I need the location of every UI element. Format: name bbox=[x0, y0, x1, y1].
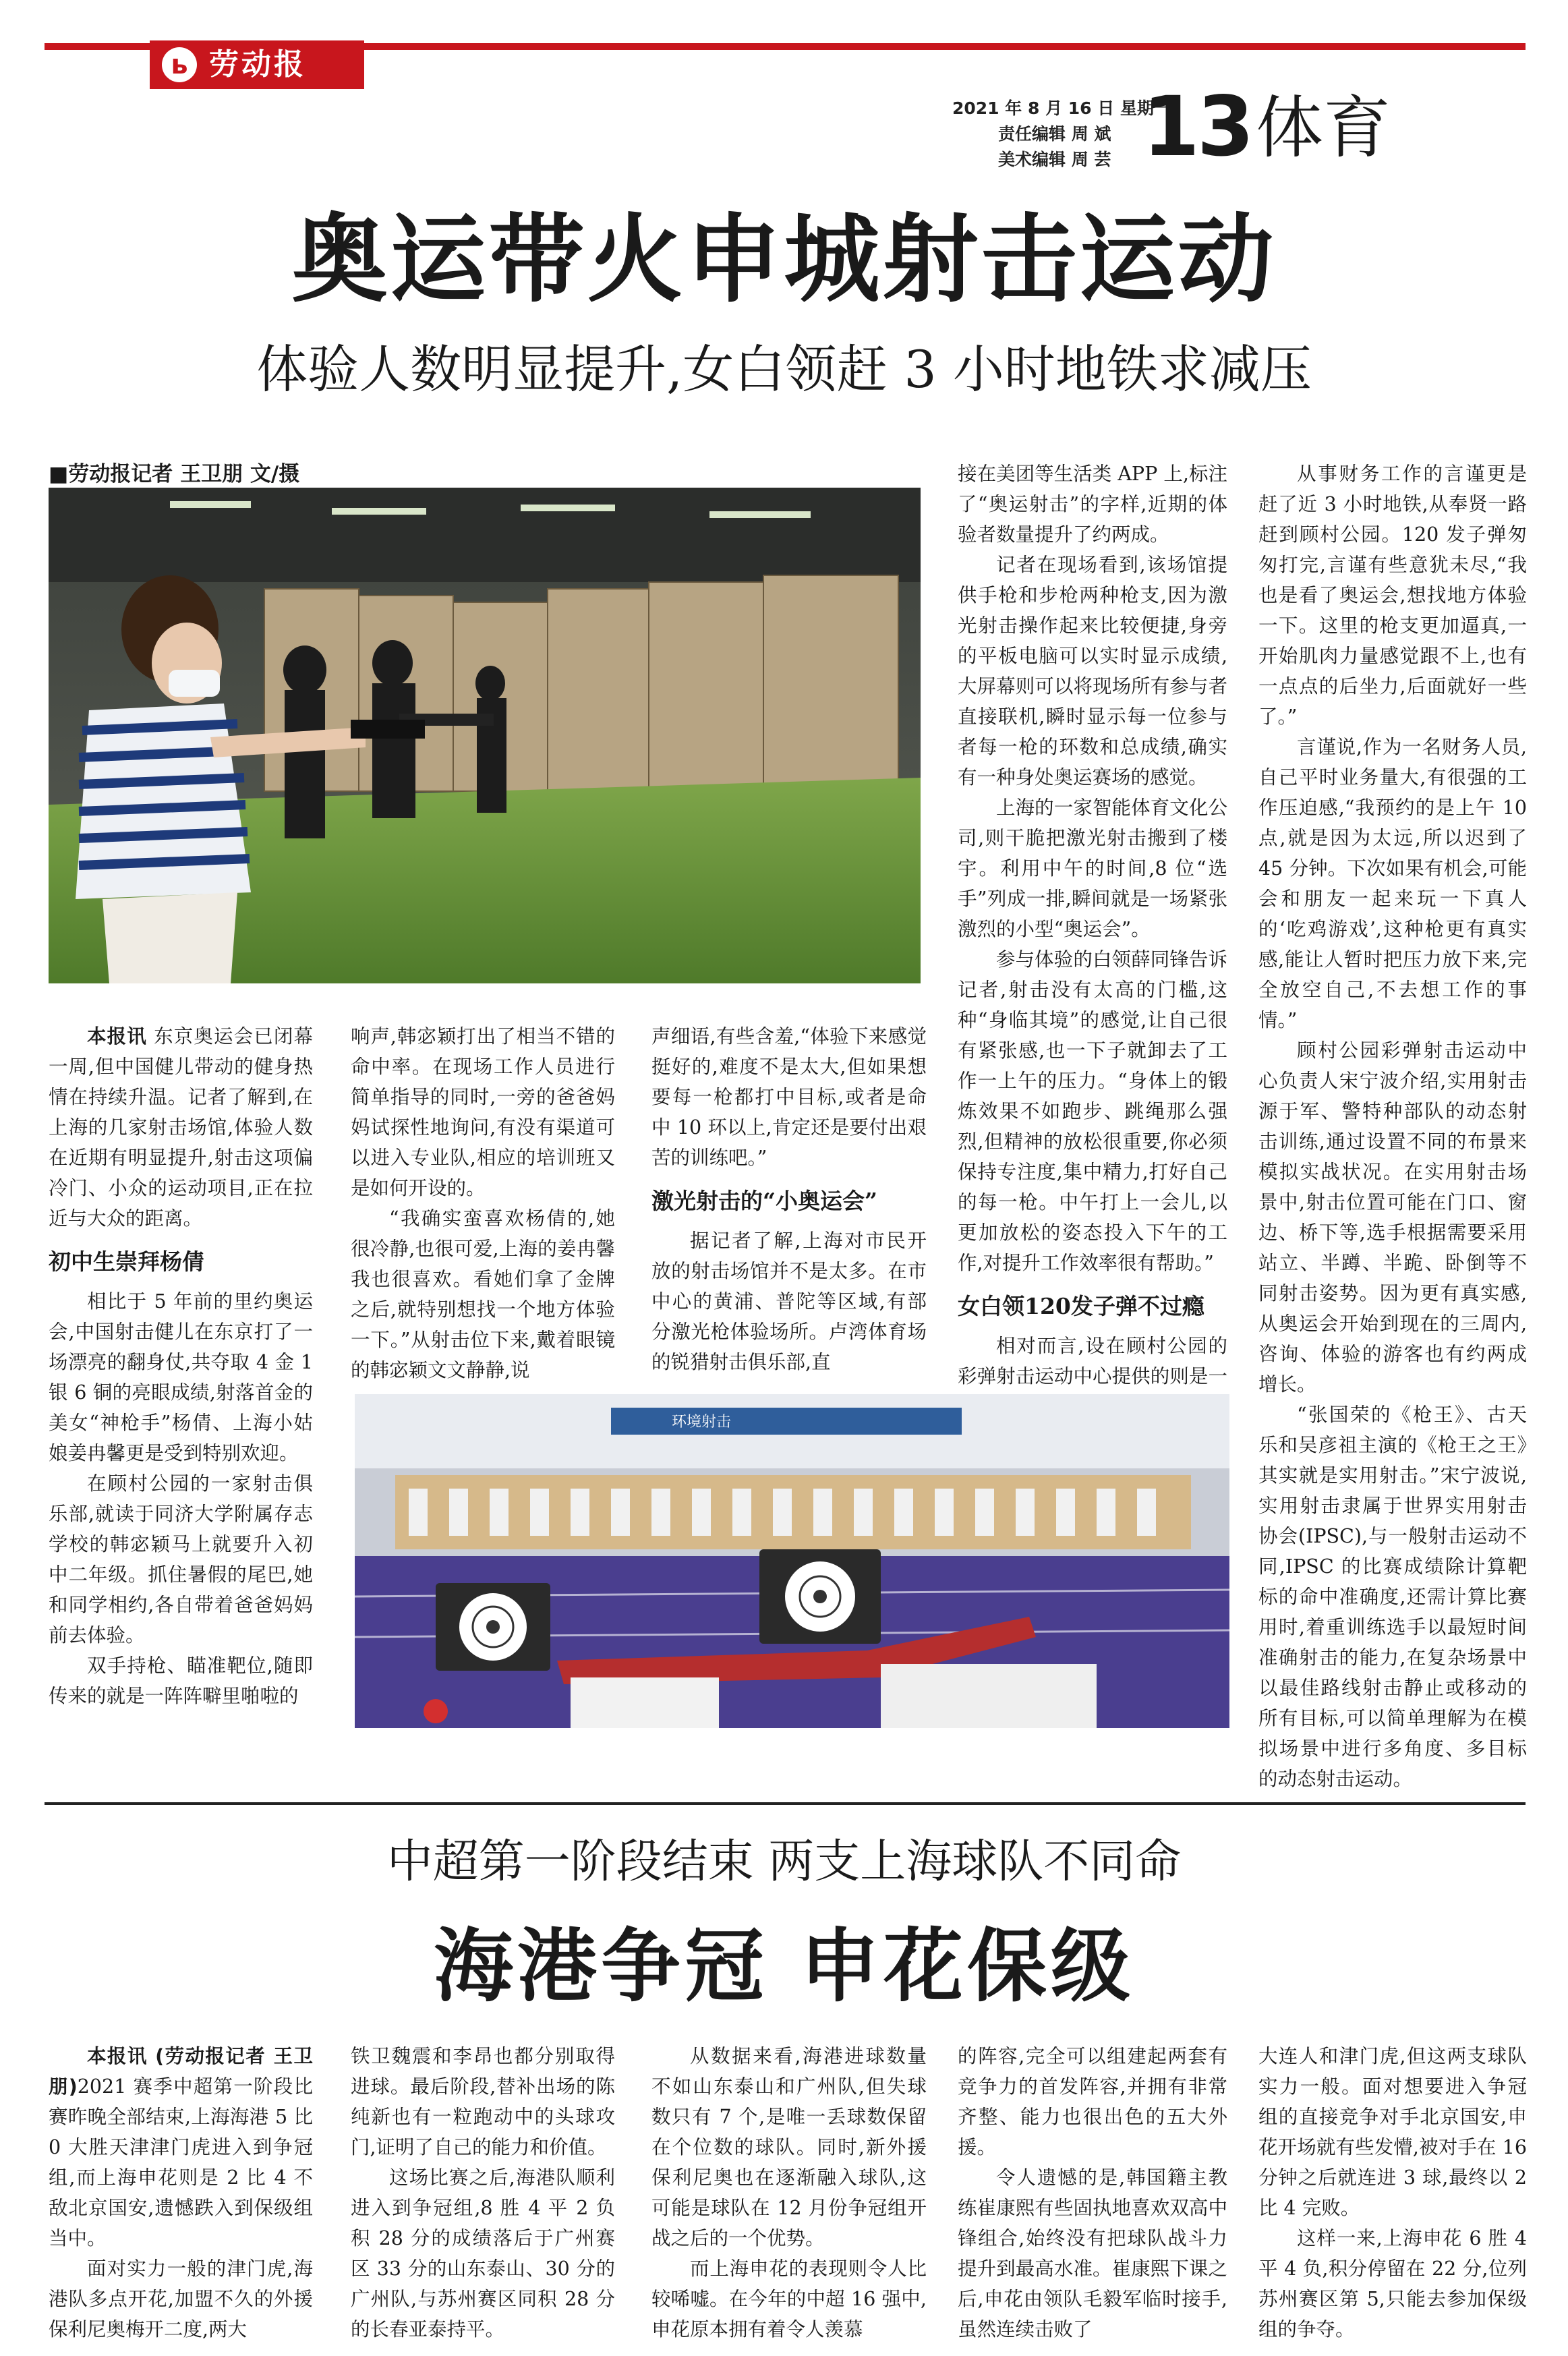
subheading: 初中生崇拜杨倩 bbox=[49, 1248, 204, 1275]
article1-column-2 bbox=[351, 1021, 615, 1385]
paragraph: 顾村公园彩弹射击运动中心负责人宋宁波介绍,实用射击源于军、警特种部队的动态射击训练,通过设置不同的布景来模拟实战状况。在实用射击场景中,射击位置可能在门口、窗边、桥下等,选手根据需要采用站立、半蹲、半跪、卧倒等不同射击姿势。因为更有真实感,从奥运会开始到现在的三周内,咨询、体验的游客也有约两成增长。 bbox=[1258, 1039, 1527, 1396]
article2-column-1 bbox=[49, 2041, 313, 2345]
paragraph: 相对而言,设在顾村公园的彩弹射击运动中心提供的则是一 bbox=[958, 1335, 1227, 1387]
paragraph: 铁卫魏震和李昂也都分别取得进球。最后阶段,替补出场的陈纯新也有一粒跑动中的头球攻门,证明了自己的能力和价值。 bbox=[351, 2045, 615, 2158]
section-title: 体育 bbox=[1256, 88, 1391, 167]
paragraph: 响声,韩宓颖打出了相当不错的命中率。在现场工作人员进行简单指导的同时,一旁的爸爸妈妈试探性地询问,有没有渠道可以进入专业队,相应的培训班又是如何开设的。 bbox=[351, 1025, 615, 1199]
paragraph: 面对实力一般的津门虎,海港队多点开花,加盟不久的外援保利尼奥梅开二度,两大 bbox=[49, 2258, 313, 2340]
paragraph: 参与体验的白领薛同锋告诉记者,射击没有太高的门槛,这种“身临其境”的感觉,让自己很有紧张感,也一下子就卸去了工作一上午的压力。“身体上的锻炼效果不如跑步、跳绳那么强烈,但精神的放松很重要,你必须保持专注度,集中精力,打好自己的每一枪。中午打上一会儿,以更加放松的姿态投入下午的工作,对提升工作效率很有帮助。” bbox=[958, 948, 1227, 1274]
article1-column-5 bbox=[1258, 459, 1527, 1794]
paragraph: 的阵容,完全可以组建起两套有竞争力的首发阵容,并拥有非常齐整、能力也很出色的五大外援。 bbox=[958, 2045, 1227, 2158]
article2-column-2 bbox=[351, 2041, 615, 2345]
date-line: 2021 年 8 月 16 日 星期一 bbox=[952, 98, 1171, 118]
article2-column-5 bbox=[1258, 2041, 1527, 2345]
paragraph: 大连人和津门虎,但这两支球队实力一般。面对想要进入争冠组的直接竞争对手北京国安,申花开场就有些发懵,被对手在 16 分钟之后就连进 3 球,最终以 2 比 4 完败。 bbox=[1258, 2045, 1527, 2219]
paragraph: “张国荣的《枪王》、古天乐和吴彦祖主演的《枪王之王》其实就是实用射击。”宋宁波说,实用射击隶属于世界实用射击协会(IPSC),与一般射击运动不同,IPSC 的比赛成绩除计算靶标的命中准确度,还需计算比赛用时,着重训练选手以最短时间准确射击的能力,在复杂场景中以最佳路线射击静止或移动的所有目标,可以简单理解为在模拟场景中进行多角度、多目标的动态射击运动。 bbox=[1258, 1404, 1527, 1790]
shooting-range-illustration bbox=[49, 488, 921, 983]
paragraph: 令人遗憾的是,韩国籍主教练崔康熙有些固执地喜欢双高中锋组合,始终没有把球队战斗力提升到最高水准。崔康熙下课之后,申花由领队毛毅军临时接手,虽然连续击败了 bbox=[958, 2166, 1227, 2340]
paragraph: 2021 赛季中超第一阶段比赛昨晚全部结束,上海海港 5 比 0 大胜天津津门虎进入到争冠组,而上海申花则是 2 比 4 不敌北京国安,遗憾跌入到保级组当中。 bbox=[49, 2075, 313, 2249]
paragraph: 这场比赛之后,海港队顺利进入到争冠组,8 胜 4 平 2 负积 28 分的成绩落后于广州赛区 33 分的山东泰山、30 分的广州队,与苏州赛区同积 28 分的长春亚泰持平。 bbox=[351, 2166, 615, 2340]
laser-shooting-photo bbox=[355, 1394, 1229, 1728]
paragraph: 双手持枪、瞄准靶位,随即传来的就是一阵阵噼里啪啦的 bbox=[49, 1655, 313, 1707]
paragraph: 在顾村公园的一家射击俱乐部,就读于同济大学附属存志学校的韩宓颖马上就要升入初中二年级。抓住暑假的尾巴,她和同学相约,各自带着爸爸妈妈前去体验。 bbox=[49, 1472, 313, 1646]
article1-lead: 本报讯 bbox=[87, 1025, 147, 1047]
article1-byline: ■劳动报记者 王卫朋 文/摄 bbox=[49, 462, 300, 486]
newspaper-logo bbox=[150, 40, 364, 89]
paragraph: 从数据来看,海港进球数量不如山东泰山和广州队,但失球数只有 7 个,是唯一丢球数保留在个位数的球队。同时,新外援保利尼奥也在逐渐融入球队,这可能是球队在 12 月份争冠组开战之后的一个优势。 bbox=[651, 2045, 927, 2249]
article1-headline: 奥运带火申城射击运动 bbox=[291, 204, 1277, 316]
paragraph: 而上海申花的表现则令人比较唏嘘。在今年的中超 16 强中,申花原本拥有着令人羡慕 bbox=[651, 2258, 927, 2340]
paragraph: 记者在现场看到,该场馆提供手枪和步枪两种枪支,因为激光射击操作起来比较便捷,身旁的平板电脑可以实时显示成绩,大屏幕则可以将现场所有参与者直接联机,瞬时显示每一位参与者每一枪的环数和总成绩,确实有一种身处奥运赛场的感觉。 bbox=[958, 554, 1227, 788]
logo-text: 劳动报 bbox=[209, 47, 306, 82]
range-banner-text: 环境射击 bbox=[672, 1414, 732, 1431]
article2-kicker: 中超第一阶段结束 两支上海球队不同命 bbox=[386, 1835, 1182, 1889]
paragraph: 接在美团等生活类 APP 上,标注了“奥运射击”的字样,近期的体验者数量提升了约两成。 bbox=[958, 463, 1227, 546]
laser-range-illustration bbox=[355, 1394, 1229, 1728]
paragraph: 相比于 5 年前的里约奥运会,中国射击健儿在东京打了一场漂亮的翻身仗,共夺取 4 金 1 银 6 铜的亮眼成绩,射落首金的美女“神枪手”杨倩、上海小姑娘姜冉馨更是受到特别欢迎。 bbox=[49, 1290, 313, 1464]
paragraph: 东京奥运会已闭幕一周,但中国健儿带动的健身热情在持续升温。记者了解到,在上海的几家射击场馆,体验人数在近期有明显提升,射击这项偏冷门、小众的运动项目,正在拉近与大众的距离。 bbox=[49, 1025, 313, 1230]
article1-column-3 bbox=[651, 1021, 927, 1377]
paragraph: 言谨说,作为一名财务人员,自己平时业务量大,有很强的工作压迫感,“我预约的是上午 10 点,就是因为太远,所以迟到了 45 分钟。下次如果有机会,可能会和朋友一起来玩一下真人的‘吃鸡游戏’,这种枪更有真实感,能让人暂时把压力放下来,完全放空自己,不去想工作的事情。” bbox=[1258, 736, 1527, 1031]
article2-lead: 本报讯 (劳动报记者 王卫朋) bbox=[49, 2045, 313, 2098]
shooting-range-photo bbox=[49, 488, 921, 983]
art-editor-line: 美术编辑 周 芸 bbox=[998, 150, 1111, 169]
article2-column-3 bbox=[651, 2041, 927, 2345]
paragraph: “我确实蛮喜欢杨倩的,她很冷静,也很可爱,上海的姜冉馨我也很喜欢。看她们拿了金牌之后,就特别想找一个地方体验一下。”从射击位下来,戴着眼镜的韩宓颖文文静静,说 bbox=[351, 1207, 615, 1381]
paragraph: 声细语,有些含羞,“体验下来感觉挺好的,难度不是太大,但如果想要每一枪都打中目标,或者是命中 10 环以上,肯定还是要付出艰苦的训练吧。” bbox=[651, 1025, 927, 1169]
editor-line: 责任编辑 周 斌 bbox=[998, 124, 1111, 144]
subheading: 激光射击的“小奥运会” bbox=[651, 1188, 877, 1214]
article2-headline: 海港争冠 申花保级 bbox=[433, 1919, 1135, 2013]
logo-mark-icon: ь bbox=[162, 47, 197, 82]
paragraph: 据记者了解,上海对市民开放的射击场馆并不是太多。在市中心的黄浦、普陀等区域,有部分激光枪体验场所。卢湾体育场的锐猎射击俱乐部,直 bbox=[651, 1230, 927, 1373]
article2-column-4 bbox=[958, 2041, 1227, 2345]
section-divider bbox=[45, 1802, 1526, 1805]
paragraph: 从事财务工作的言谨更是赶了近 3 小时地铁,从奉贤一路赶到顾村公园。120 发子弹匆匆打完,言谨有些意犹未尽,“我也是看了奥运会,想找地方体验一下。这里的枪支更加逼真,一开始肌肉力量感觉跟不上,也有一点点的后坐力,后面就好一些了。” bbox=[1258, 463, 1527, 728]
paragraph: 这样一来,上海申花 6 胜 4 平 4 负,积分停留在 22 分,位列苏州赛区第 5,只能去参加保级组的争夺。 bbox=[1258, 2227, 1527, 2340]
paragraph: 上海的一家智能体育文化公司,则干脆把激光射击搬到了楼宇。利用中午的时间,8 位“选手”列成一排,瞬间就是一场紧张激烈的小型“奥运会”。 bbox=[958, 797, 1227, 940]
page-number: 13 bbox=[1142, 79, 1252, 175]
article1-subheadline: 体验人数明显提升,女白领赶 3 小时地铁求减压 bbox=[256, 339, 1312, 399]
article1-column-1 bbox=[49, 1021, 313, 1711]
subheading: 女白领120发子弹不过瘾 bbox=[958, 1293, 1204, 1319]
